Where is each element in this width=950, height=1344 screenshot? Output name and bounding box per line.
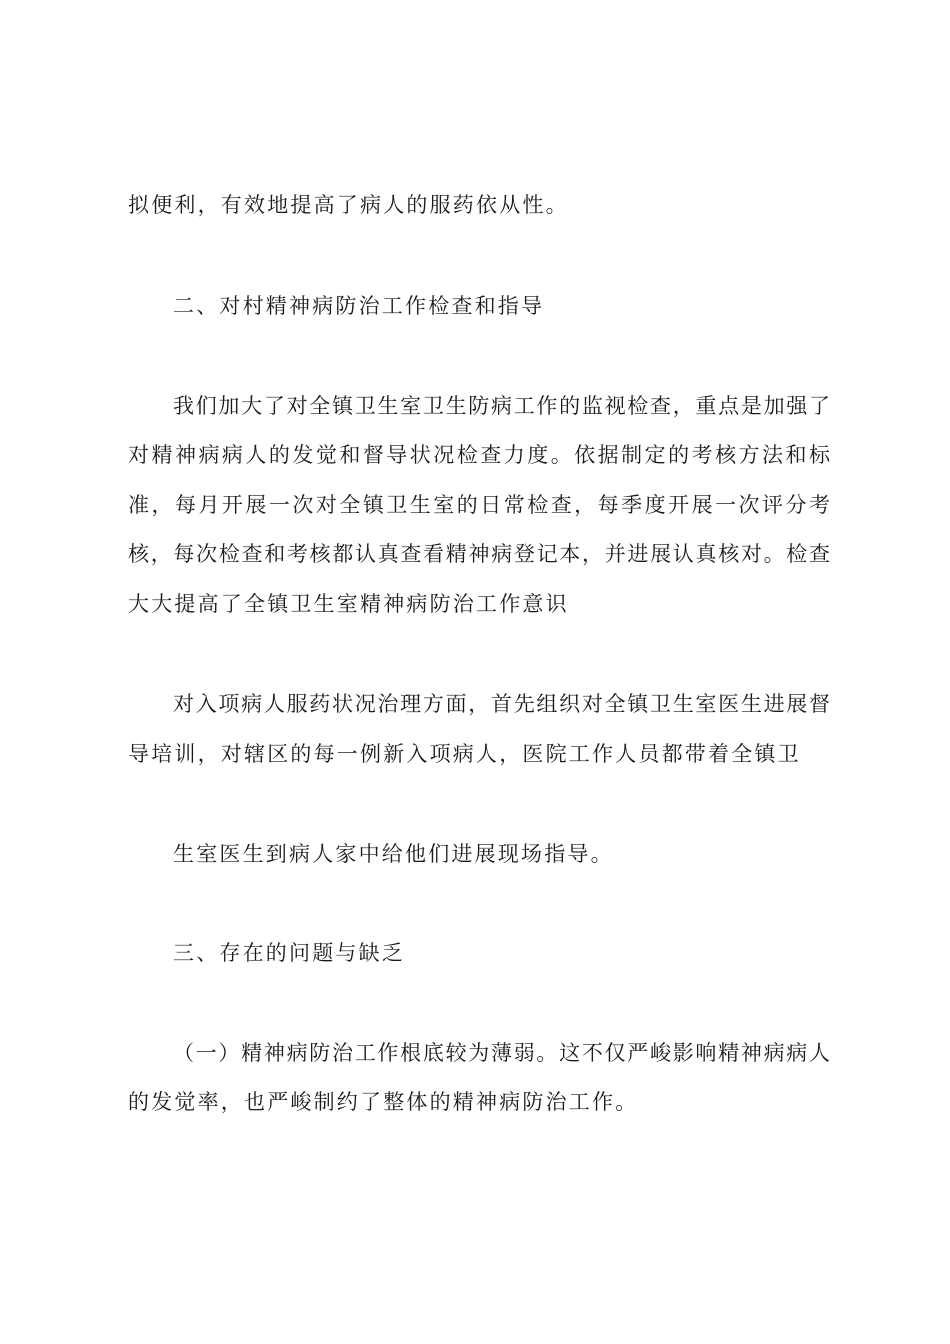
paragraph-line: 对精神病病人的发觉和督导状况检查力度。依据制定的考核方法和标	[128, 443, 830, 467]
paragraph-line: 导培训，对辖区的每一例新入项病人，医院工作人员都带着全镇卫	[128, 742, 801, 766]
paragraph-line: 我们加大了对全镇卫生室卫生防病工作的监视检查，重点是加强了	[173, 394, 830, 418]
section-heading-2: 二、对村精神病防治工作检查和指导	[173, 294, 545, 318]
paragraph-line: 生室医生到病人家中给他们进展现场指导。	[173, 842, 614, 866]
paragraph-line: 的发觉率，也严峻制约了整体的精神病防治工作。	[128, 1090, 639, 1114]
paragraph-line: 核，每次检查和考核都认真查看精神病登记本，并进展认真核对。检查	[128, 542, 830, 566]
paragraph-line: 准，每月开展一次对全镇卫生室的日常检查，每季度开展一次评分考	[128, 493, 830, 517]
paragraph-line: （一）精神病防治工作根底较为薄弱。这不仅严峻影响精神病病人	[173, 1041, 830, 1065]
paragraph-line: 对入项病人服药状况治理方面，首先组织对全镇卫生室医生进展督	[173, 692, 830, 716]
paragraph-continuation-line: 拟便利，有效地提高了病人的服药依从性。	[128, 193, 569, 217]
paragraph-line: 大大提高了全镇卫生室精神病防治工作意识	[128, 592, 569, 616]
section-heading-3: 三、存在的问题与缺乏	[173, 941, 405, 965]
